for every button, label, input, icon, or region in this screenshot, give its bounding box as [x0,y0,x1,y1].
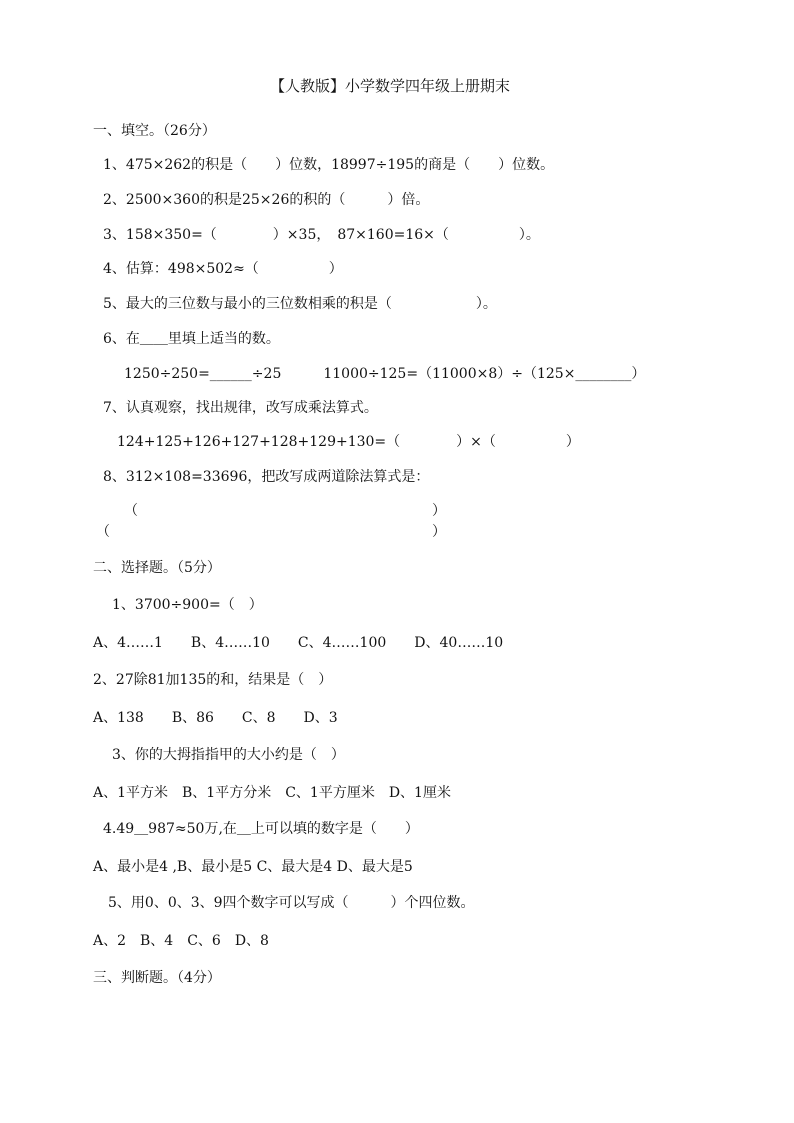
choice-question-4: 4.49＿987≈50万,在＿上可以填的数字是（ ） [103,821,419,837]
page-title: 【人教版】小学数学四年级上册期末 [270,77,511,95]
choice-question-5-options: A、2 B、4 C、6 D、8 [93,933,269,949]
fill-question-6: 6、在＿＿里填上适当的数。 [103,331,280,347]
choice-question-1: 1、3700÷900=（ ） [112,597,263,613]
fill-question-5: 5、最大的三位数与最小的三位数相乘的积是（ ）。 [103,296,497,312]
fill-question-4: 4、估算：498×502≈（ ） [103,261,343,277]
fill-question-7: 7、认真观察，找出规律，改写成乘法算式。 [103,400,378,416]
fill-question-3: 3、158×350=（ ）×35， 87×160=16×（ ）。 [103,227,540,243]
fill-question-6-equations: 1250÷250=______÷25 11000÷125=（11000×8）÷（125×________） [124,366,646,382]
choice-question-3-options: A、1平方米 B、1平方分米 C、1平方厘米 D、1厘米 [93,785,451,801]
choice-question-2: 2、27除81加135的和，结果是（ ） [93,672,333,688]
choice-question-2-options: A、138 B、86 C、8 D、3 [93,710,338,726]
choice-question-4-options: A、最小是4 ,B、最小是5 C、最大是4 D、最大是5 [93,859,413,875]
choice-question-5: 5、用0、0、3、9四个数字可以写成（ ）个四位数。 [108,895,475,911]
choice-question-1-options: A、4……1 B、4……10 C、4……100 D、40……10 [93,635,504,651]
section2-heading: 二、选择题。（5分） [93,560,221,576]
fill-question-7-equation: 124+125+126+127+128+129+130=（ ）×（ ） [117,434,580,450]
section1-heading: 一、填空。（26分） [93,123,216,139]
section3-heading: 三、判断题。（4分） [93,970,221,986]
fill-question-8-answer-line-1: （ ） [124,503,446,519]
fill-question-8: 8、312×108=33696，把改写成两道除法算式是： [103,469,430,485]
fill-question-1: 1、475×262的积是（ ）位数，18997÷195的商是（ ）位数。 [103,157,555,173]
fill-question-2: 2、2500×360的积是25×26的积的（ ）倍。 [103,192,430,208]
choice-question-3: 3、你的大拇指指甲的大小约是（ ） [112,747,345,763]
fill-question-8-answer-line-2: （ ） [96,524,446,540]
